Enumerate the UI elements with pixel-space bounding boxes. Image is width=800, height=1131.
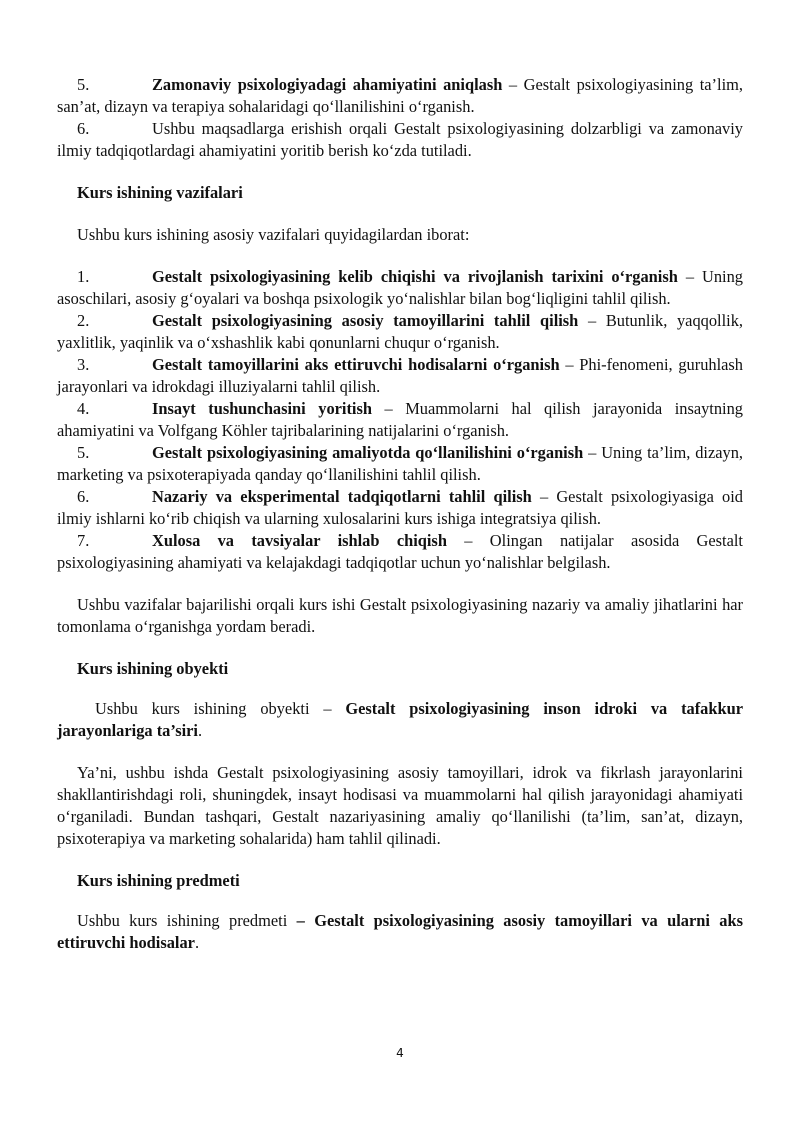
section-heading-subject: Kurs ishining predmeti <box>77 871 240 890</box>
list-item: 1. Gestalt psixologiyasining kelib chiqishi va rivojlanish tarixini o‘rganish – Uning asoschilari, asosiy g‘oyalari va boshqa psixologik yo‘nalishlar bilan bog‘liqligini tahlil qilish. <box>57 267 744 308</box>
section-heading-object: Kurs ishining obyekti <box>77 659 229 678</box>
list-item: 6. Ushbu maqsadlarga erishish orqali Gestalt psixologiyasining dolzarbligi va zamonaviy ilmiy tadqiqotlardagi ahamiyatini yoritib berish ko‘zda tutiladi. <box>57 119 743 160</box>
list-item: 3. Gestalt tamoyillarini aks ettiruvchi hodisalarni o‘rganish – Phi-fenomeni, guruhlash jarayonlari va idrokdagi illuziyalarni tahlil qilish. <box>57 355 743 396</box>
page-number: 4 <box>396 1046 404 1060</box>
list-item: 5. Gestalt psixologiyasining amaliyotda qo‘llanilishini o‘rganish – Uning ta’lim, dizayn, marketing va psixoterapiyada qanday qo‘llanilishini tahlil qilish. <box>57 443 743 484</box>
object-lead: Ushbu kurs ishining obyekti – Gestalt psixologiyasining inson idroki va tafakkur jarayonlariga ta’siri. <box>57 699 743 740</box>
list-item: 6. Nazariy va eksperimental tadqiqotlarni tahlil qilish – Gestalt psixologiyasiga oid ilmiy ishlarni ko‘rib chiqish va ularning xulosalarini kurs ishiga integratsiya qilish. <box>57 487 743 528</box>
list-item: 4. Insayt tushunchasini yoritish – Muammolarni hal qilish jarayonida insaytning ahamiyatini va Volfgang Köhler tajribalarining natijalarini o‘rganish. <box>57 399 743 440</box>
document-page <box>57 74 743 954</box>
tasks-intro: Ushbu kurs ishining asosiy vazifalari quyidagilardan iborat: <box>77 225 470 244</box>
section-heading-tasks: Kurs ishining vazifalari <box>77 183 243 202</box>
list-item: 5. Zamonaviy psixologiyadagi ahamiyatini aniqlash – Gestalt psixologiyasining ta’lim, san’at, dizayn va terapiya sohalaridagi qo‘llanilishini o‘rganish. <box>57 75 743 116</box>
list-item: 7. Xulosa va tavsiyalar ishlab chiqish – Olingan natijalar asosida Gestalt psixologiyasining ahamiyati va kelajakdagi tadqiqotlar uchun yo‘nalishlar belgilash. <box>57 531 743 572</box>
list-item: 2. Gestalt psixologiyasining asosiy tamoyillarini tahlil qilish – Butunlik, yaqqollik, yaxlitlik, yaqinlik va o‘xshashlik kabi qonunlarni chuqur o‘rganish. <box>57 311 743 352</box>
tasks-conclusion: Ushbu vazifalar bajarilishi orqali kurs ishi Gestalt psixologiyasining nazariy va amaliy jihatlarini har tomonlama o‘rganishga yordam beradi. <box>57 595 743 636</box>
subject-lead: Ushbu kurs ishining predmeti – Gestalt psixologiyasining asosiy tamoyillari va ularni aks ettiruvchi hodisalar. <box>57 911 743 952</box>
object-body: Ya’ni, ushbu ishda Gestalt psixologiyasining asosiy tamoyillari, idrok va fikrlash jarayonlarini shakllantirishdagi roli, shuningdek, insayt hodisasi va muammolarni hal qilish jarayonidagi ahamiyati o‘rganiladi. Bundan tashqari, Gestalt nazariyasining amaliy qo‘llanilishi (ta’lim, san’at, dizayn, psixoterapiya va marketing sohalarida) ham tahlil qilinadi. <box>57 763 743 848</box>
